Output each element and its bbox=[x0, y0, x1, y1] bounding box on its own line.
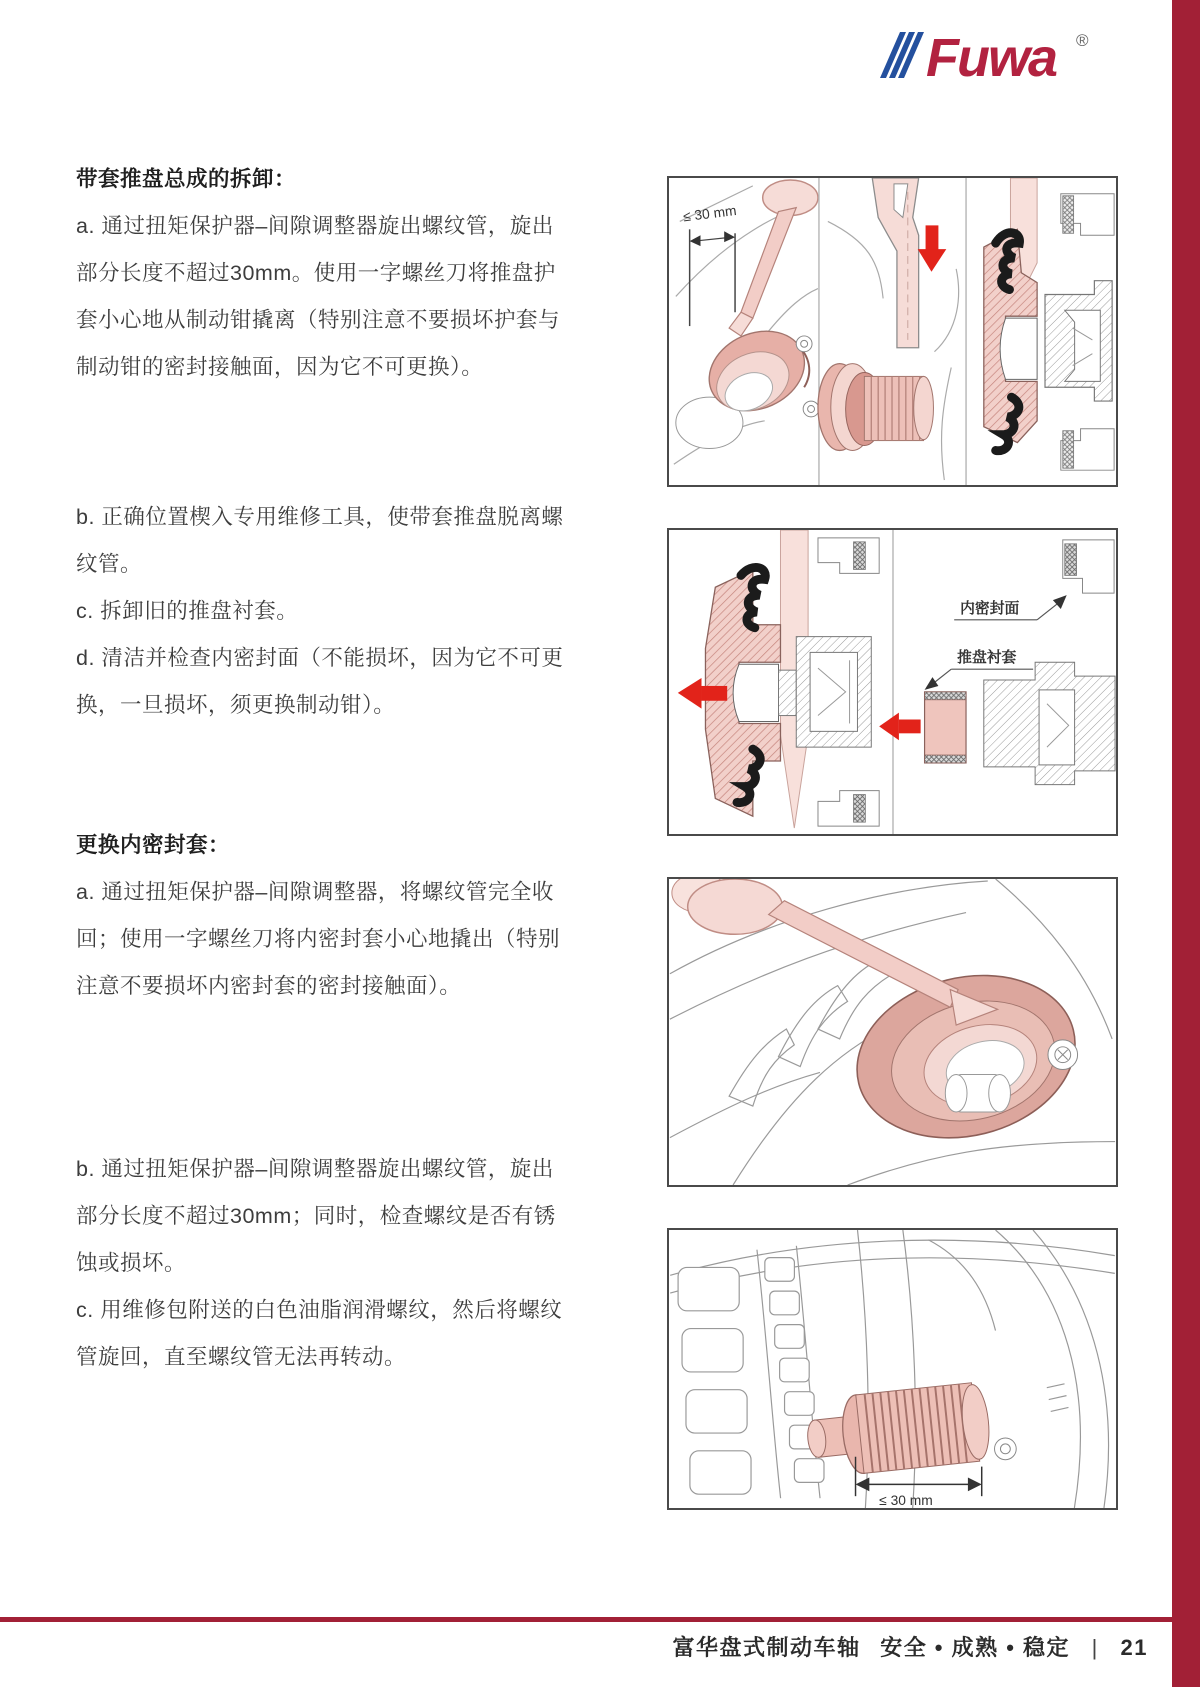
figure-4-illustration bbox=[667, 1228, 1118, 1510]
threaded-rod bbox=[779, 670, 797, 715]
section-heading: 更换内密封套： bbox=[76, 833, 231, 857]
bolt-head bbox=[1048, 1040, 1078, 1070]
cross-section bbox=[984, 178, 1114, 470]
down-arrow-icon bbox=[918, 225, 947, 271]
seal-surface-callout bbox=[954, 595, 1067, 620]
body-line: 换，一旦损坏，须更换制动钳）。 bbox=[76, 693, 396, 717]
footer-slogan: 安全 • 成熟 • 稳定 bbox=[880, 1635, 1071, 1660]
body-line: b. 正确位置楔入专用维修工具，使带套推盘脱离螺 bbox=[76, 505, 564, 529]
body-line: c. 拆卸旧的推盘衬套。 bbox=[76, 599, 299, 623]
footer-rule bbox=[0, 1617, 1172, 1622]
body-line: b. 通过扭矩保护器–间隙调整器旋出螺纹管，旋出 bbox=[76, 1157, 554, 1181]
logo-wordmark: Fuwa bbox=[926, 28, 1057, 88]
threaded-tube bbox=[818, 364, 933, 451]
body-line: 部分长度不超过30mm。使用一字螺丝刀将推盘护 bbox=[76, 261, 556, 285]
body-line: 制动钳的密封接触面，因为它不可更换）。 bbox=[76, 355, 484, 379]
screwdriver-icon bbox=[672, 879, 998, 1025]
footer-separator: | bbox=[1091, 1635, 1099, 1660]
caliper-bore-section bbox=[984, 662, 1115, 784]
threaded-tube bbox=[804, 1381, 993, 1478]
page-number: 21 bbox=[1120, 1635, 1148, 1660]
figure-3-illustration bbox=[667, 877, 1118, 1187]
body-line: a. 通过扭矩保护器–间隙调整器旋出螺纹管，旋出 bbox=[76, 214, 554, 238]
section-seal-steps bbox=[76, 1146, 616, 1381]
adjuster-nut bbox=[796, 637, 871, 748]
fig1-dimension bbox=[682, 202, 737, 326]
body-line: 部分长度不超过30mm；同时，检查螺纹是否有锈 bbox=[76, 1204, 556, 1228]
seal-surface-label: 内密封面 bbox=[960, 600, 1020, 617]
registered-mark: ® bbox=[1076, 31, 1089, 50]
piston-head bbox=[733, 664, 778, 721]
section-heading: 带套推盘总成的拆卸： bbox=[76, 167, 297, 191]
figure-2-illustration bbox=[667, 528, 1118, 836]
body-line: 回；使用一字螺丝刀将内密封套小心地撬出（特别 bbox=[76, 927, 561, 951]
bushing-label: 推盘衬套 bbox=[957, 650, 1017, 667]
thrust-plate bbox=[676, 317, 819, 449]
footer bbox=[673, 1631, 1148, 1662]
body-line: 蚀或损坏。 bbox=[76, 1251, 187, 1275]
figure-1-illustration bbox=[667, 176, 1118, 487]
logo-stripes-icon bbox=[880, 32, 924, 78]
section-removal bbox=[76, 156, 616, 391]
fig4-dim-label: ≤ 30 mm bbox=[879, 1493, 933, 1508]
torx-screw bbox=[995, 1438, 1017, 1460]
body-line: c. 用维修包附送的白色油脂润滑螺纹，然后将螺纹 bbox=[76, 1298, 563, 1322]
right-accent-bar bbox=[1172, 0, 1200, 1687]
screwdriver-icon bbox=[729, 180, 818, 336]
flange-line-art bbox=[1063, 540, 1114, 593]
left-arrow-icon bbox=[879, 713, 920, 741]
body-line: 套小心地从制动钳撬离（特别注意不要损坏护套与 bbox=[76, 308, 561, 332]
body-line: 管旋回，直至螺纹管无法再转动。 bbox=[76, 1345, 407, 1369]
fuwa-logo bbox=[870, 20, 1110, 90]
body-line: d. 清洁并检查内密封面（不能损坏，因为它不可更 bbox=[76, 646, 564, 670]
service-tool bbox=[872, 178, 918, 348]
body-line: 注意不要损坏内密封套的密封接触面）。 bbox=[76, 974, 462, 998]
body-line: 纹管。 bbox=[76, 552, 143, 576]
section-seal-replace bbox=[76, 822, 616, 1010]
body-line: a. 通过扭矩保护器–间隙调整器，将螺纹管完全收 bbox=[76, 880, 554, 904]
thrust-plate-bushing bbox=[925, 692, 966, 763]
fig1-dim-label: ≤ 30 mm bbox=[682, 202, 738, 225]
piston-boss bbox=[945, 1074, 1010, 1112]
footer-title: 富华盘式制动车轴 bbox=[672, 1635, 861, 1660]
section-removal-steps bbox=[76, 494, 616, 729]
bearing-rollers bbox=[678, 1258, 824, 1495]
